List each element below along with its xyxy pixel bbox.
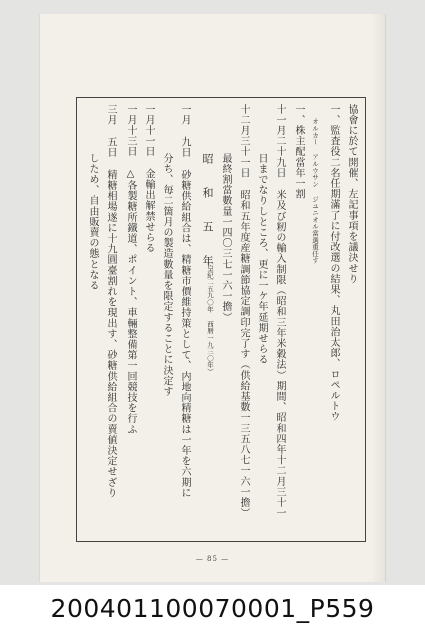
page-edge-shadow (371, 14, 385, 582)
image-caption: 200401100070001_P559 (50, 594, 375, 623)
text-column: 十一月二十九日 米及び籾の輸入制限（昭和三年米穀法）期間、昭和四年十二月三十一 (274, 104, 285, 519)
page-number: — 85 — (195, 555, 230, 563)
text-column: 一月十一日 金輸出解禁せらる (143, 104, 154, 254)
text-column: 協會に於て開催、左記事項を議決せり (346, 104, 357, 285)
text-column: オルカー アルウサン ジユニオル當選重任す (311, 118, 319, 264)
text-column: しため、自由販賣の態となる (87, 153, 98, 291)
text-column: 最終割當數量一四〇三七一六一擔） (220, 153, 231, 323)
text-column: 一、株主配當年一割 (293, 104, 304, 200)
document-page (40, 14, 385, 582)
text-column: 日までなりしところ、更に一ケ年延期せらる (256, 153, 267, 365)
year-heading: 昭 和 五 年 (201, 153, 214, 271)
text-column: 分ち、毎二箇月の製造數量を限定することに決定す (161, 153, 172, 397)
text-column: 一月十三日 △各製糖所鐵道、ポイント、車輛整備第一回競技を行ふ (125, 104, 136, 435)
year-note: （皇紀二五九〇年 西暦一九三〇年） (206, 258, 214, 376)
text-frame (76, 97, 366, 542)
text-column: 三月 五日 精糖相場遂に十九圓臺割れを現出す、砂糖供給組合の賣値決定せざり (105, 104, 116, 499)
text-column: 一月 九日 砂糖供給組合は、精糖市價維持策として、内地向精糖は一年を六期に (179, 104, 190, 499)
text-column: 一、監査役二名任期滿了に付改選の結果、丸田治太郎、ロペルトウ (328, 104, 339, 422)
text-column: 十二月三十一日 昭和五年度産糖調節協定調印完了す（供給基數一三五八七一六一擔） (238, 104, 249, 519)
